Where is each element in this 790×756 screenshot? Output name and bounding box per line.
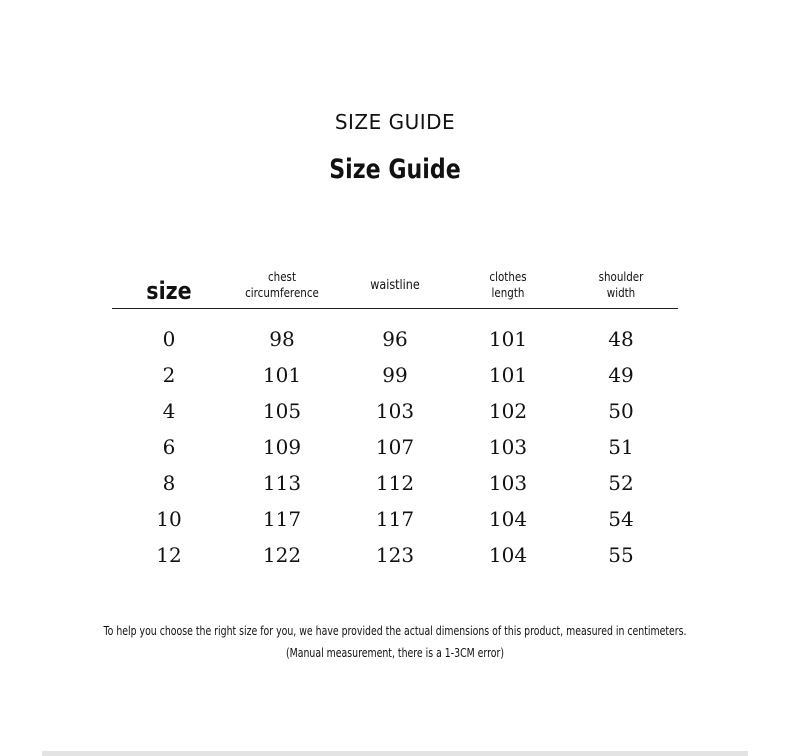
size-table: [112, 262, 678, 573]
table-row: [112, 429, 678, 465]
table-cell-shoulder: 48: [608, 327, 634, 351]
table-header: [112, 262, 678, 309]
table-row: [112, 501, 678, 537]
column-header-label: chest: [267, 270, 296, 284]
table-row: [112, 357, 678, 393]
table-cell-size: 2: [162, 363, 176, 387]
table-cell-waistline: 123: [375, 543, 415, 567]
table-cell-chest: 101: [262, 363, 302, 387]
column-header-chest: [230, 262, 333, 308]
table-cell-size: 0: [162, 327, 176, 351]
measurement-note: To help you choose the right size for you, we have provided the actual dimensions of this product, measured in centimeters.: [103, 624, 687, 638]
table-cell-length: 102: [488, 399, 528, 423]
column-header-clothes-length: [456, 262, 559, 308]
column-header-label: circumference: [245, 286, 319, 300]
column-header-label: size: [146, 277, 192, 305]
table-cell-waistline: 107: [375, 435, 415, 459]
table-cell-waistline: 117: [375, 507, 415, 531]
table-cell-size: 10: [156, 507, 182, 531]
table-cell-waistline: 96: [382, 327, 408, 351]
page-title: Size Guide: [329, 154, 461, 185]
error-tolerance-note: (Manual measurement, there is a 1-3CM error): [286, 646, 504, 660]
table-row: [112, 321, 678, 357]
table-cell-length: 104: [488, 507, 528, 531]
table-row: [112, 465, 678, 501]
table-cell-chest: 122: [262, 543, 302, 567]
page-subtitle: SIZE GUIDE: [334, 110, 456, 134]
table-cell-shoulder: 50: [608, 399, 634, 423]
table-cell-length: 101: [488, 363, 528, 387]
table-cell-chest: 105: [262, 399, 302, 423]
column-header-label: shoulder: [598, 270, 644, 284]
table-row: [112, 537, 678, 573]
column-header-size: [117, 262, 220, 308]
table-row: [112, 393, 678, 429]
table-cell-waistline: 99: [382, 363, 408, 387]
table-cell-size: 12: [156, 543, 182, 567]
table-cell-chest: 117: [262, 507, 302, 531]
column-header-label: width: [606, 286, 636, 300]
table-cell-chest: 98: [269, 327, 295, 351]
table-cell-shoulder: 54: [608, 507, 634, 531]
table-cell-chest: 109: [262, 435, 302, 459]
table-cell-shoulder: 52: [608, 471, 634, 495]
table-cell-waistline: 103: [375, 399, 415, 423]
table-cell-shoulder: 51: [608, 435, 634, 459]
table-cell-length: 103: [488, 471, 528, 495]
table-cell-length: 101: [488, 327, 528, 351]
table-cell-shoulder: 49: [608, 363, 634, 387]
bottom-divider: [42, 751, 748, 756]
column-header-label: length: [491, 286, 525, 300]
column-header-waistline: [343, 262, 446, 308]
table-cell-shoulder: 55: [608, 543, 634, 567]
table-cell-length: 104: [488, 543, 528, 567]
table-body: [112, 309, 678, 573]
table-cell-size: 8: [162, 471, 176, 495]
table-cell-waistline: 112: [375, 471, 415, 495]
table-cell-size: 4: [162, 399, 176, 423]
column-header-label: clothes: [489, 270, 527, 284]
column-header-shoulder-width: [569, 262, 672, 308]
table-cell-chest: 113: [262, 471, 302, 495]
table-cell-length: 103: [488, 435, 528, 459]
column-header-label: waistline: [370, 278, 420, 293]
table-cell-size: 6: [162, 435, 176, 459]
